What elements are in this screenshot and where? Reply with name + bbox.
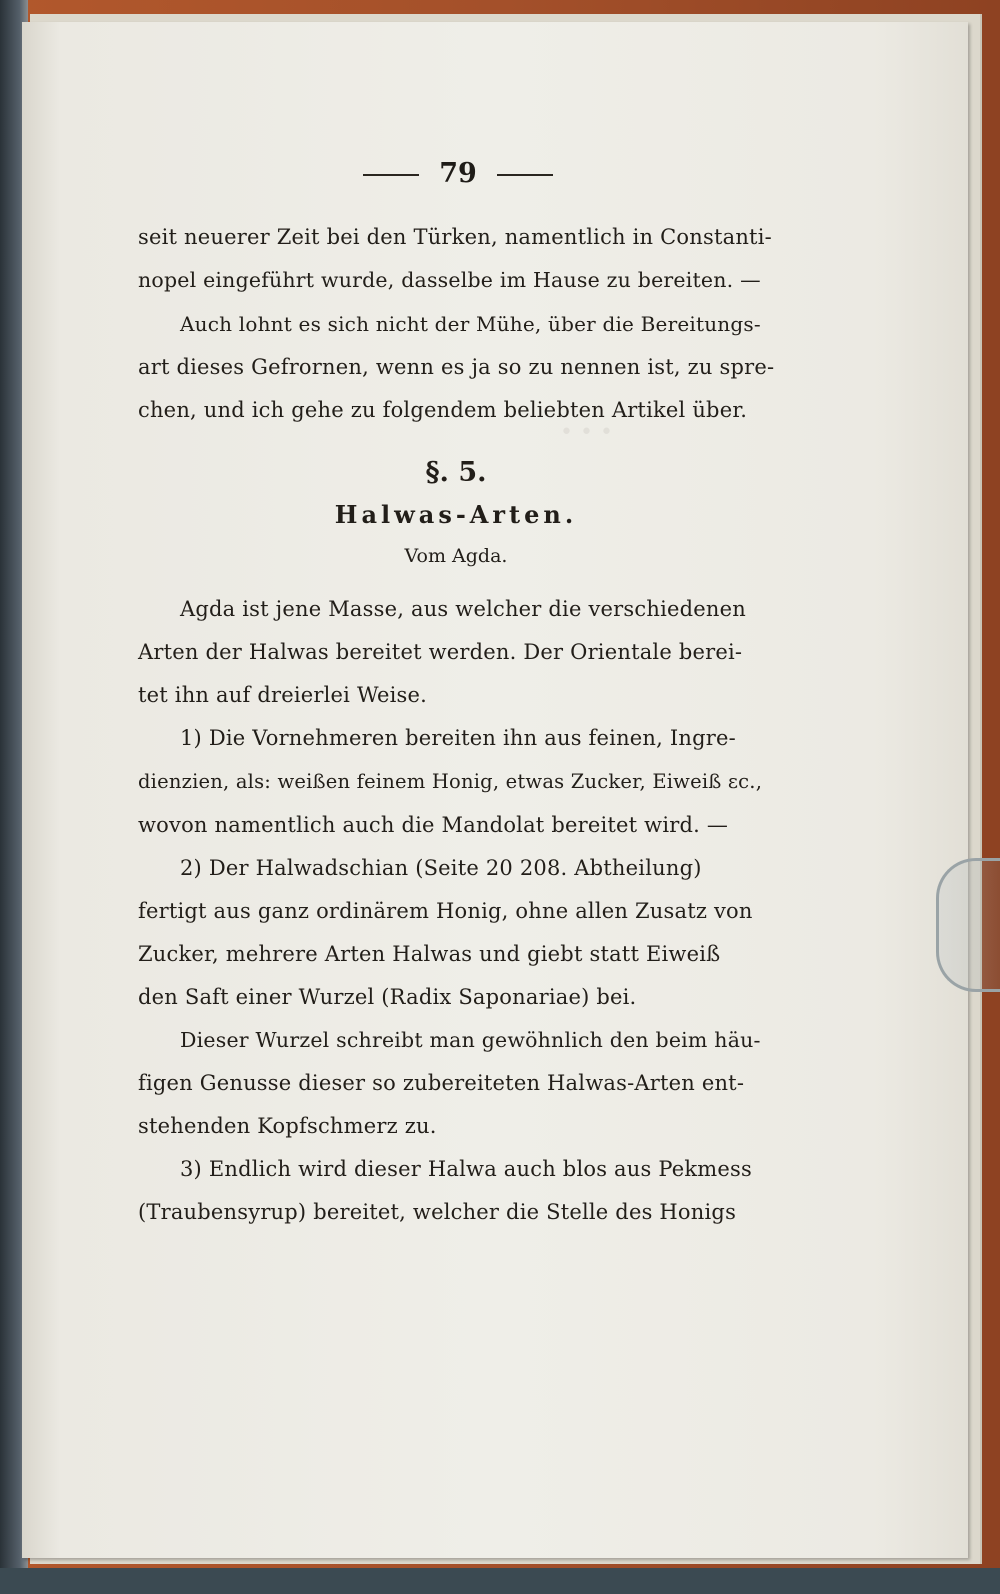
text-line: chen, und ich gehe zu folgendem beliebten Artikel über. (138, 398, 748, 422)
text-line: Zucker, mehrere Arten Halwas und giebt statt Eiweiß (138, 942, 721, 966)
text-line: dienzien, als: weißen feinem Honig, etwas Zucker, Eiweiß ɛc., (138, 770, 763, 793)
page-number (140, 158, 776, 189)
text-line: (Traubensyrup) bereitet, welcher die Stelle des Honigs (138, 1200, 737, 1224)
page-clip (936, 858, 1000, 992)
text-line: Agda ist jene Masse, aus welcher die verschiedenen (180, 597, 746, 621)
page-number-value: 79 (439, 158, 477, 189)
page-number-dash-right (497, 174, 553, 176)
text-line: nopel eingeführt wurde, dasselbe im Hause zu bereiten. — (138, 268, 761, 292)
text-line: figen Genusse dieser so zubereiteten Halwas-Arten ent- (138, 1071, 745, 1095)
text-line: stehenden Kopfschmerz zu. (138, 1114, 437, 1138)
text-line: Auch lohnt es sich nicht der Mühe, über die Bereitungs- (180, 312, 761, 336)
text-line: seit neuerer Zeit bei den Türken, namentlich in Constanti- (138, 225, 772, 249)
background-surface (0, 1568, 1000, 1594)
section-mark: §. 5. (425, 457, 487, 488)
text-line: 1) Die Vornehmeren bereiten ihn aus feinen, Ingre- (180, 726, 736, 750)
text-line: wovon namentlich auch die Mandolat bereitet wird. — (138, 813, 729, 837)
text-line: Dieser Wurzel schreibt man gewöhnlich den beim häu- (180, 1028, 761, 1052)
show-through-text: • • • (560, 420, 613, 445)
page-number-dash-left (363, 174, 419, 176)
text-line: fertigt aus ganz ordinärem Honig, ohne allen Zusatz von (138, 899, 753, 923)
text-line: tet ihn auf dreierlei Weise. (138, 683, 428, 707)
chapter-heading: Halwas-Arten. (334, 500, 578, 529)
text-line: 3) Endlich wird dieser Halwa auch blos aus Pekmess (180, 1157, 752, 1181)
text-line: Arten der Halwas bereitet werden. Der Orientale berei- (138, 640, 743, 664)
sub-heading: Vom Agda. (404, 545, 508, 567)
text-line: 2) Der Halwadschian (Seite 20 208. Abtheilung) (180, 856, 702, 880)
text-line: art dieses Gefrornen, wenn es ja so zu nennen ist, zu spre- (138, 355, 775, 379)
text-line: den Saft einer Wurzel (Radix Saponariae) bei. (138, 985, 637, 1009)
